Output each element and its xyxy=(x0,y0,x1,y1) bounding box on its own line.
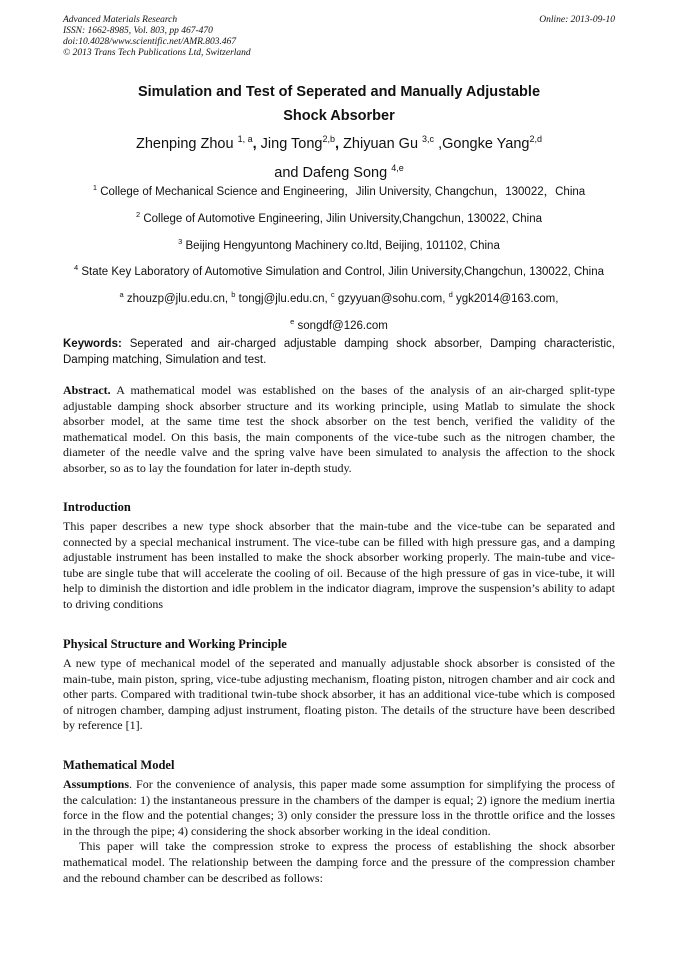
paper-title xyxy=(63,80,615,128)
affiliation-text: College of Automotive Engineering, Jilin University,Changchun, 130022, China xyxy=(143,212,543,225)
email-sup: e xyxy=(290,317,295,327)
keywords xyxy=(63,337,615,368)
physical-structure-section xyxy=(63,636,615,734)
issn-line: ISSN: 1662-8985, Vol. 803, pp 467-470 xyxy=(63,26,213,36)
affiliation-text: Beijing Hengyuntong Machinery co.ltd, Beijing, 101102, China xyxy=(185,239,500,252)
author-sup: 1, a xyxy=(237,134,253,144)
affiliation-sup: 3 xyxy=(178,236,183,246)
email-sup: b xyxy=(231,290,236,300)
title-line-1: Simulation and Test of Seperated and Manually Adjustable xyxy=(137,84,541,100)
author-name: Zhiyuan Gu xyxy=(343,135,419,152)
abstract xyxy=(63,383,615,477)
physical-structure-text: A new type of mechanical model of the seperated and manually adjustable shock absorber is consisted of the main-tube, main piston, spring, vice-tube adjusting mechanism, floating piston, nitrogen chamber and air cock and other parts. Compared with traditional twin-tube shock absorber, it has an additional vice-tube which is composed of nitrogen chamber, damping adjust instrument, floating piston. The details of the structure have been described by reference [1]. xyxy=(63,656,615,733)
affiliation-text: College of Mechanical Science and Engineering，Jilin University, Changchun，130022，China xyxy=(100,185,586,198)
email-link[interactable]: tongj@jlu.edu.cn xyxy=(238,293,325,306)
keywords-label: Keywords: xyxy=(63,338,122,350)
online-date: Online: 2013-09-10 xyxy=(539,15,615,25)
affiliation-text: State Key Laboratory of Automotive Simulation and Control, Jilin University,Changchun, 130022, China xyxy=(81,266,605,279)
title-line-2: Shock Absorber xyxy=(283,108,395,124)
author-name: Zhenping Zhou xyxy=(136,135,234,152)
section-heading: Physical Structure and Working Principle xyxy=(63,637,287,651)
keywords-text: Seperated and air-charged adjustable damping shock absorber, Damping characteristic, Damping matching, Simulation and test. xyxy=(63,338,615,366)
author-sup: 3,c xyxy=(422,134,435,144)
author-and: and xyxy=(274,164,299,181)
email-sup: d xyxy=(448,290,453,300)
email-link[interactable]: ygk2014@163.com xyxy=(456,293,556,306)
introduction-section xyxy=(63,499,615,613)
section-heading: Mathematical Model xyxy=(63,758,175,772)
section-heading: Introduction xyxy=(63,500,131,514)
abstract-label: Abstract. xyxy=(63,383,111,397)
author-name: Gongke Yang xyxy=(442,135,530,152)
email-link[interactable]: songdf@126.com xyxy=(297,319,388,332)
author-name: Dafeng Song xyxy=(302,164,388,181)
affiliation xyxy=(63,207,615,227)
email-sup: a xyxy=(119,290,124,300)
author-sup: 4,e xyxy=(391,162,404,173)
author-name: Jing Tong xyxy=(260,135,323,152)
author-list: Zhenping Zhou $^{1, a}$, Jing Tong$^{2,b}$, Zhiyuan Gu $^{3,c}$ ,Gongke Yang$^{2,d}$ and Dafeng Song $^{4,e}$ xyxy=(136,134,542,181)
email-list: $^a$ zhouzp@jlu.edu.cn, $^b$ tongj@jlu.edu.cn, $^c$ gzyyuan@sohu.com, $^d$ ygk2014@163.com, xyxy=(119,290,559,306)
email-link[interactable]: zhouzp@jlu.edu.cn xyxy=(126,293,225,306)
email-list-line-2 xyxy=(63,314,615,334)
affiliation-list xyxy=(63,180,615,341)
email-link[interactable]: gzyyuan@sohu.com xyxy=(337,293,443,306)
affiliation-sup: 4 xyxy=(73,263,79,273)
email-sup: c xyxy=(330,290,335,300)
affiliation-sup: 1 xyxy=(92,183,97,192)
affiliation-sup: 2 xyxy=(135,209,141,219)
copyright-line: © 2013 Trans Tech Publications Ltd, Switzerland xyxy=(63,48,251,58)
journal-name: Advanced Materials Research xyxy=(63,15,178,25)
author-sup: 2,b xyxy=(322,134,335,144)
introduction-text: This paper describes a new type shock absorber that the main-tube and the vice-tube can be separated and connected by a special mechanical instrument. The vice-tube can be filled with high pressure gas, and a damping adjustable instrument has been installed to make the shock absorber working properly. The main-tube and vice-tube are single tube that will accelerate the cooling of oil. Because of the high pressure of gas in vice-tube, it will help to diminish the distortion and idle problem in the indicator diagram, improve the suspension’s ability to adapt to driving conditions xyxy=(63,519,615,611)
affiliation xyxy=(63,260,615,280)
journal-header xyxy=(63,15,615,59)
model-paragraph: This paper will take the compression stroke to express the process of establishing the shock absorber mathematical model. The relationship between the damping force and the pressure of the compression chamber and the rebound chamber can be described as follows: xyxy=(63,839,615,885)
mathematical-model-section xyxy=(63,757,615,886)
affiliation xyxy=(63,234,615,254)
affiliation xyxy=(63,180,615,200)
assumptions-label: Assumptions xyxy=(63,777,130,791)
assumptions-text: . For the convenience of analysis, this paper made some assumption for simplifying the process of the calculation: 1) the instantaneous pressure in the chambers of the damper is equal; 2) ignore the medium inertia force in the flow and the potential changes; 3) only consider the pressure loss in the throttle orifice and the losses in the through the pipe; 4) considering the shock absorber working in the ideal condition. xyxy=(63,777,615,838)
author-sup: 2,d xyxy=(529,134,542,144)
doi-line: doi:10.4028/www.scientific.net/AMR.803.467 xyxy=(63,37,237,47)
abstract-text: A mathematical model was established on the bases of the analysis of an air-charged split-type adjustable damping shock absorber structure and its working principle, using Matlab to simulate the shock absorber model, at the same time test the shock absorber on the test bench, verified the validity of the mathematical model. On this basis, the main components of the vice-tube such as the nitrogen chamber, the diameter of the needle valve and the spring valve have been simulated to analysis the affection to the shock absorber, so as to lay the foundation for later in-depth study. xyxy=(63,383,615,475)
